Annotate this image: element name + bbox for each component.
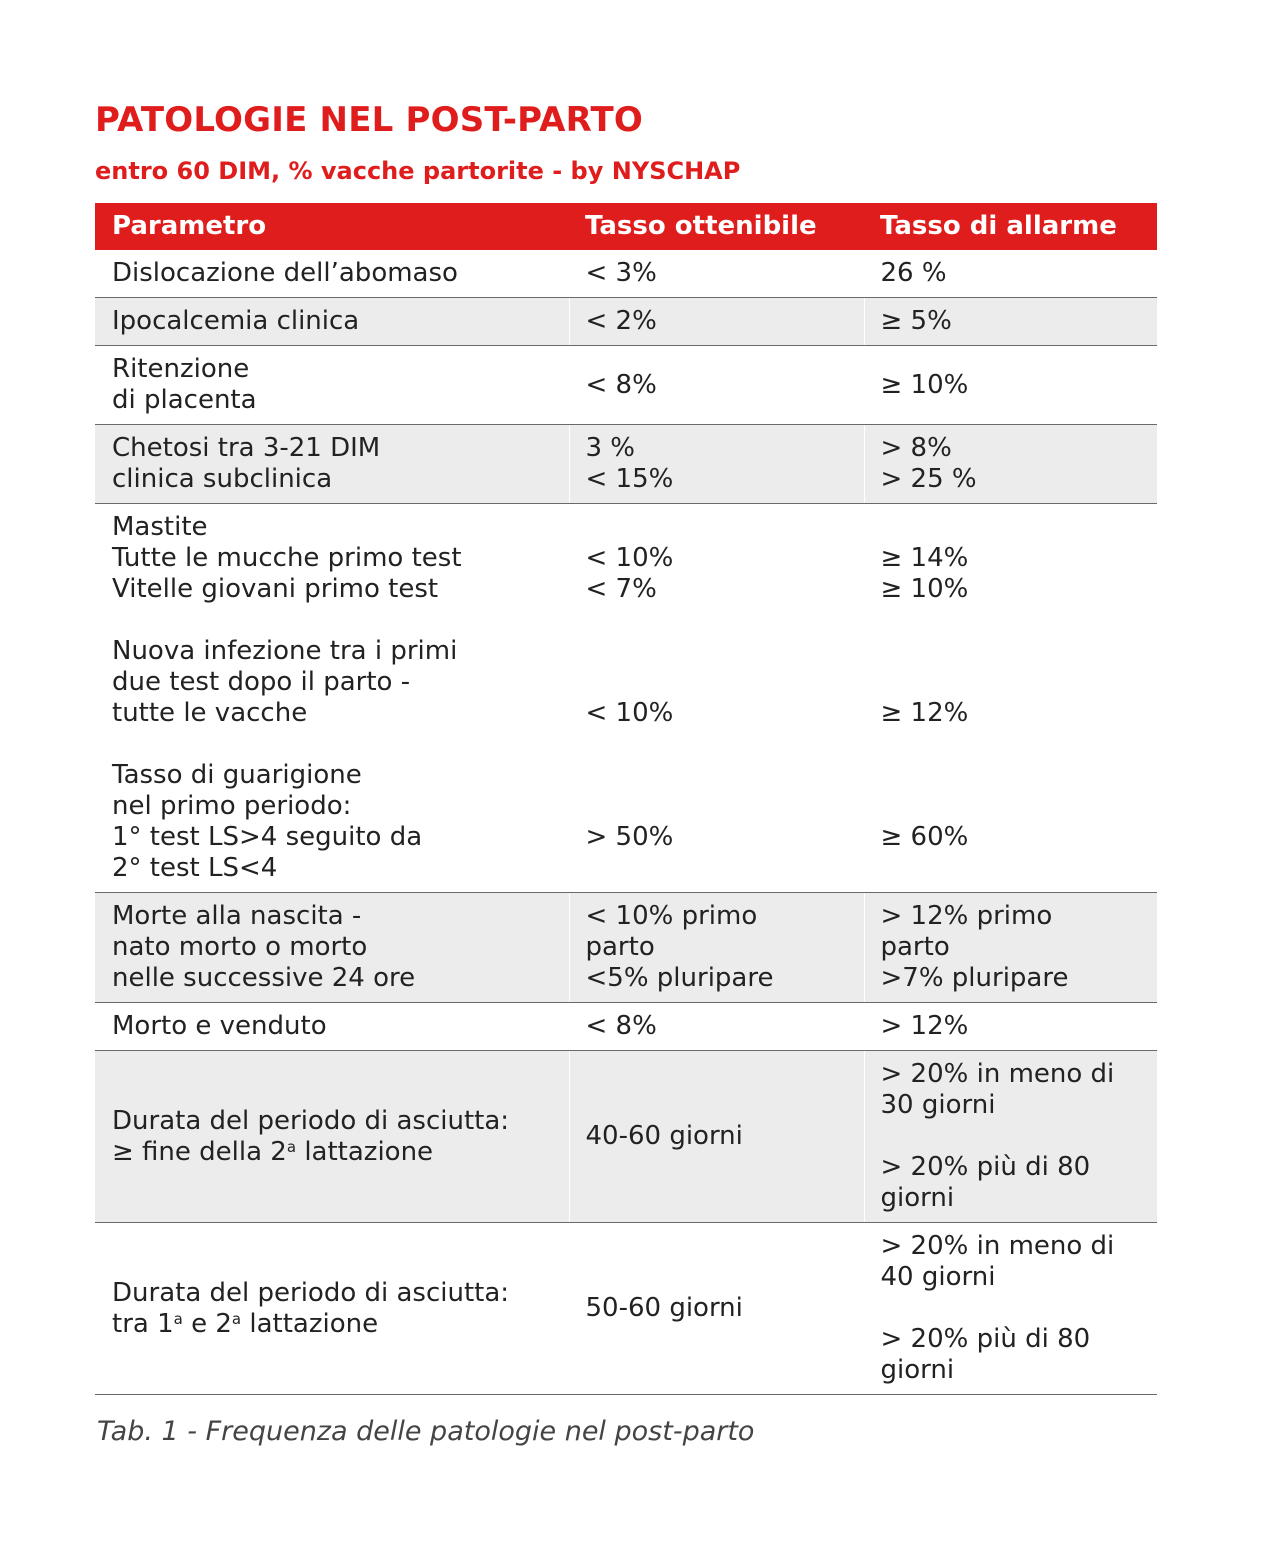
cell-line: > 8% <box>880 433 952 463</box>
superscript: a <box>231 1309 242 1328</box>
cell-allarme <box>864 425 1157 504</box>
cell-allarme <box>864 298 1157 346</box>
cell-line: ≥ 60% <box>880 822 969 852</box>
cell-line: parto <box>880 932 950 962</box>
cell-param <box>95 298 569 346</box>
cell-allarme <box>864 893 1157 1003</box>
cell-param <box>95 893 569 1003</box>
cell-allarme <box>864 1051 1157 1223</box>
table-row <box>95 893 1157 1003</box>
cell-ottenibile <box>569 425 864 504</box>
header-tasso-allarme: Tasso di allarme <box>864 203 1157 250</box>
superscript: a <box>173 1309 183 1328</box>
cell-line: nato morto o morto <box>112 932 368 962</box>
cell-ottenibile <box>569 250 864 298</box>
cell-line: > 50% <box>585 822 674 852</box>
cell-line: parto <box>585 932 655 962</box>
cell-line: giorni <box>880 1355 955 1385</box>
cell-line: giorni <box>880 1183 955 1213</box>
cell-line: > 20% più di 80 <box>880 1152 1091 1182</box>
cell-line: 3 % <box>585 433 636 463</box>
cell-param <box>95 504 569 893</box>
cell-ottenibile <box>569 298 864 346</box>
cell-line: 50-60 giorni <box>585 1293 743 1323</box>
table-row <box>95 1223 1157 1395</box>
cell-line: tutte le vacche <box>112 698 308 728</box>
cell-ottenibile <box>569 1051 864 1223</box>
cell-line: < 10% <box>585 698 674 728</box>
table-subtitle: entro 60 DIM, % vacche partorite - by NYSCHAP <box>95 157 741 185</box>
cell-line <box>112 1137 561 1168</box>
table-row <box>95 250 1157 298</box>
cell-line: 30 giorni <box>880 1090 996 1120</box>
cell-line: > 12% <box>880 1011 969 1041</box>
pathology-table <box>95 203 1157 1395</box>
header-tasso-ottenibile: Tasso ottenibile <box>569 203 864 250</box>
cell-line: 40-60 giorni <box>585 1121 743 1151</box>
cell-line: 2° test LS<4 <box>112 853 278 883</box>
cell-allarme <box>864 504 1157 893</box>
table-row <box>95 298 1157 346</box>
cell-line: di placenta <box>112 385 257 415</box>
cell-line: Morte alla nascita - <box>112 901 362 931</box>
cell-line: > 20% in meno di <box>880 1231 1115 1261</box>
cell-text: lattazione <box>241 1308 379 1339</box>
table-caption: Tab. 1 - Frequenza delle patologie nel post-parto <box>97 1416 755 1447</box>
cell-ottenibile <box>569 504 864 893</box>
cell-line: 40 giorni <box>880 1262 996 1292</box>
cell-line: < 10% <box>585 543 674 573</box>
cell-line: ≥ 10% <box>880 574 969 604</box>
cell-ottenibile <box>569 346 864 425</box>
cell-line: Chetosi tra 3-21 DIM <box>112 433 381 463</box>
cell-line: nelle successive 24 ore <box>112 963 416 993</box>
cell-line: Durata del periodo di asciutta: <box>112 1277 510 1308</box>
cell-text: e 2 <box>182 1308 232 1339</box>
table-row <box>95 1003 1157 1051</box>
cell-param <box>95 250 569 298</box>
cell-line: < 8% <box>585 1011 657 1041</box>
cell-line: Tasso di guarigione <box>112 760 362 790</box>
cell-line: < 10% primo <box>585 901 758 931</box>
cell-line: Tutte le mucche primo test <box>112 543 462 573</box>
cell-line: Dislocazione dell’abomaso <box>112 258 458 288</box>
cell-text: lattazione <box>296 1136 434 1167</box>
cell-line: <5% pluripare <box>585 963 774 993</box>
table-row <box>95 504 1157 893</box>
cell-line: > 12% primo <box>880 901 1053 931</box>
cell-line: ≥ 10% <box>880 369 969 400</box>
cell-line: ≥ 12% <box>880 698 969 728</box>
cell-allarme <box>864 1223 1157 1395</box>
cell-param <box>95 1051 569 1223</box>
cell-line: Morto e venduto <box>112 1011 327 1041</box>
cell-line <box>112 1309 561 1340</box>
cell-line: nel primo periodo: <box>112 791 352 821</box>
cell-line: clinica subclinica <box>112 464 333 494</box>
table-title: PATOLOGIE NEL POST-PARTO <box>95 100 644 140</box>
cell-param <box>95 346 569 425</box>
cell-line: < 3% <box>585 258 657 288</box>
cell-line: due test dopo il parto - <box>112 667 411 697</box>
cell-line: ≥ 14% <box>880 543 969 573</box>
header-parametro: Parametro <box>95 203 569 250</box>
cell-line: 26 % <box>880 258 947 288</box>
header-row <box>95 203 1157 250</box>
cell-line: 1° test LS>4 seguito da <box>112 822 423 852</box>
cell-line: Nuova infezione tra i primi <box>112 636 458 666</box>
cell-allarme <box>864 250 1157 298</box>
cell-line: Vitelle giovani primo test <box>112 574 439 604</box>
cell-ottenibile <box>569 1223 864 1395</box>
cell-line: < 8% <box>585 369 657 400</box>
cell-line: < 15% <box>585 464 674 494</box>
cell-line: < 2% <box>585 306 657 336</box>
cell-text: ≥ fine della 2 <box>112 1136 287 1167</box>
table-row <box>95 1051 1157 1223</box>
cell-param <box>95 425 569 504</box>
cell-line: Durata del periodo di asciutta: <box>112 1105 510 1136</box>
cell-allarme <box>864 1003 1157 1051</box>
cell-line: >7% pluripare <box>880 963 1069 993</box>
cell-line: ≥ 5% <box>880 306 952 336</box>
cell-line: Ipocalcemia clinica <box>112 306 360 336</box>
cell-line: > 20% più di 80 <box>880 1324 1091 1354</box>
cell-ottenibile <box>569 1003 864 1051</box>
cell-line: < 7% <box>585 574 657 604</box>
cell-line: > 25 % <box>880 464 977 494</box>
cell-ottenibile <box>569 893 864 1003</box>
cell-text: tra 1 <box>112 1308 174 1339</box>
cell-allarme <box>864 346 1157 425</box>
cell-line: Mastite <box>112 512 208 542</box>
cell-line: > 20% in meno di <box>880 1059 1115 1089</box>
cell-param <box>95 1223 569 1395</box>
superscript: a <box>286 1137 297 1156</box>
table-row <box>95 346 1157 425</box>
cell-line: Ritenzione <box>112 354 250 384</box>
table-row <box>95 425 1157 504</box>
cell-param <box>95 1003 569 1051</box>
